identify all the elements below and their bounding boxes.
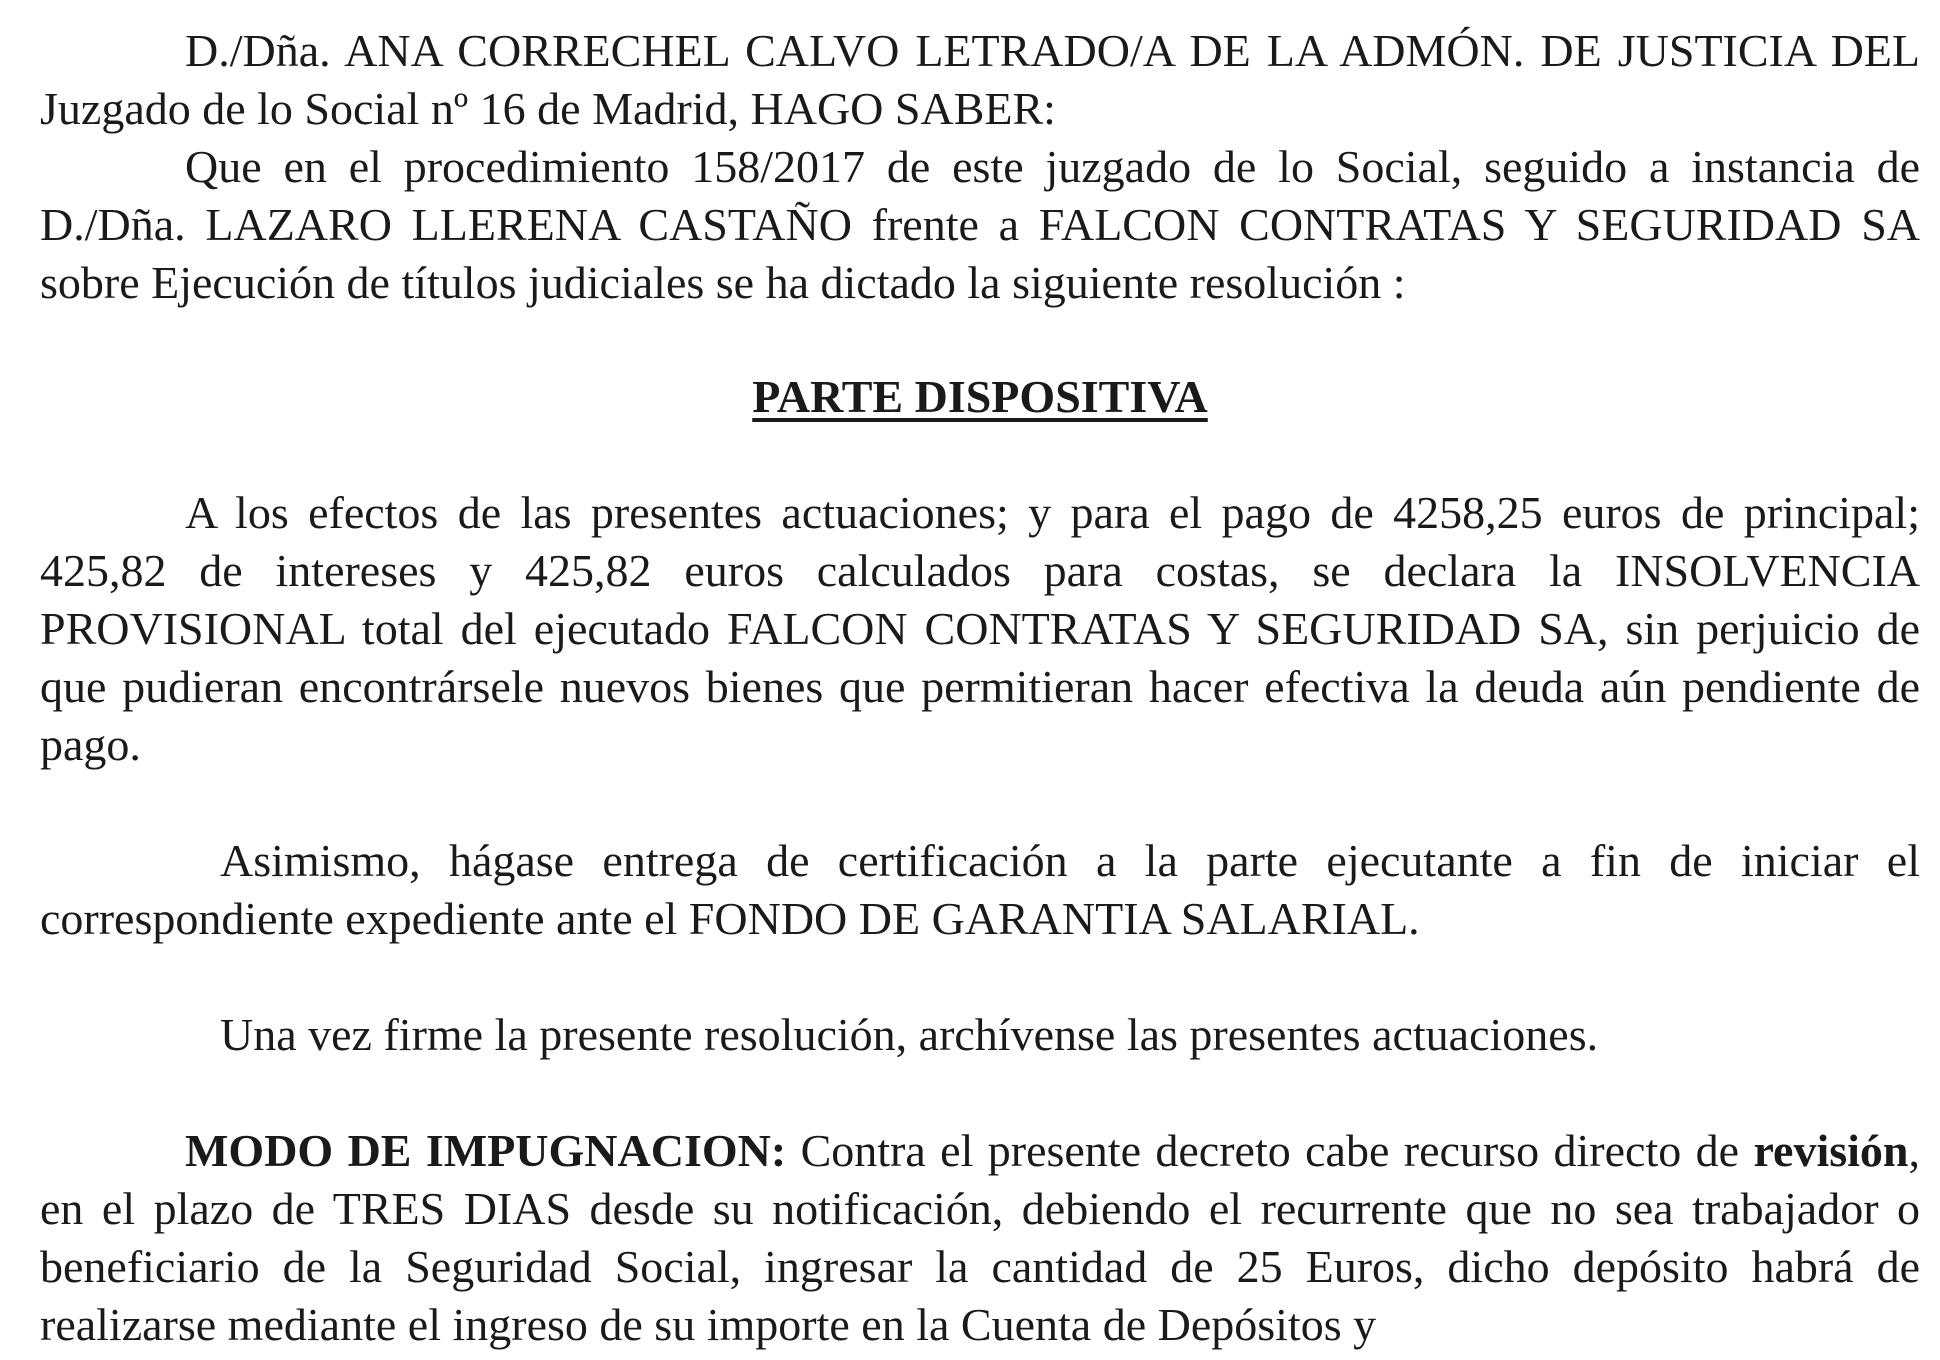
impugnation-label: MODO DE IMPUGNACION: xyxy=(185,1125,787,1176)
archive-paragraph: Una vez firme la presente resolución, archívense las presentes actuaciones. xyxy=(220,1009,1599,1060)
impugnation-text-a: Contra el presente decreto cabe recurso directo de xyxy=(786,1125,1754,1176)
document-page xyxy=(40,22,1920,1354)
impugnation-paragraph xyxy=(40,1122,1920,1354)
impugnation-text-b: , en el plazo de TRES DIAS desde su notificación, debiendo el recurrente que no sea trabajador o beneficiario de la Seguridad Social, ingresar la cantidad de 25 Euros, dicho depósito habrá de realizarse mediante el ingreso de su importe en la Cuenta de Depósitos y xyxy=(40,1125,1921,1350)
impugnation-bold-word: revisión xyxy=(1753,1125,1909,1176)
certification-paragraph: Asimismo, hágase entrega de certificación a la parte ejecutante a fin de iniciar el correspondiente expediente ante el FONDO DE GARANTIA SALARIAL. xyxy=(40,835,1920,944)
insolvency-paragraph: A los efectos de las presentes actuaciones; y para el pago de 4258,25 euros de principal; 425,82 de intereses y 425,82 euros calculados para costas, se declara la INSOLVENCIA PROVISIONAL total del ejecutado FALCON CONTRATAS Y SEGURIDAD SA, sin perjuicio de que pudieran encontrársele nuevos bienes que permitieran hacer efectiva la deuda aún pendiente de pago. xyxy=(40,487,1920,770)
procedure-paragraph: Que en el procedimiento 158/2017 de este juzgado de lo Social, seguido a instancia de D./Dña. LAZARO LLERENA CASTAÑO frente a FALCON CONTRATAS Y SEGURIDAD SA sobre Ejecución de títulos judiciales se ha dictado la siguiente resolución : xyxy=(40,141,1920,308)
section-heading: PARTE DISPOSITIVA xyxy=(752,371,1208,422)
intro-paragraph: D./Dña. ANA CORRECHEL CALVO LETRADO/A DE LA ADMÓN. DE JUSTICIA DEL Juzgado de lo Social nº 16 de Madrid, HAGO SABER: xyxy=(40,25,1920,134)
